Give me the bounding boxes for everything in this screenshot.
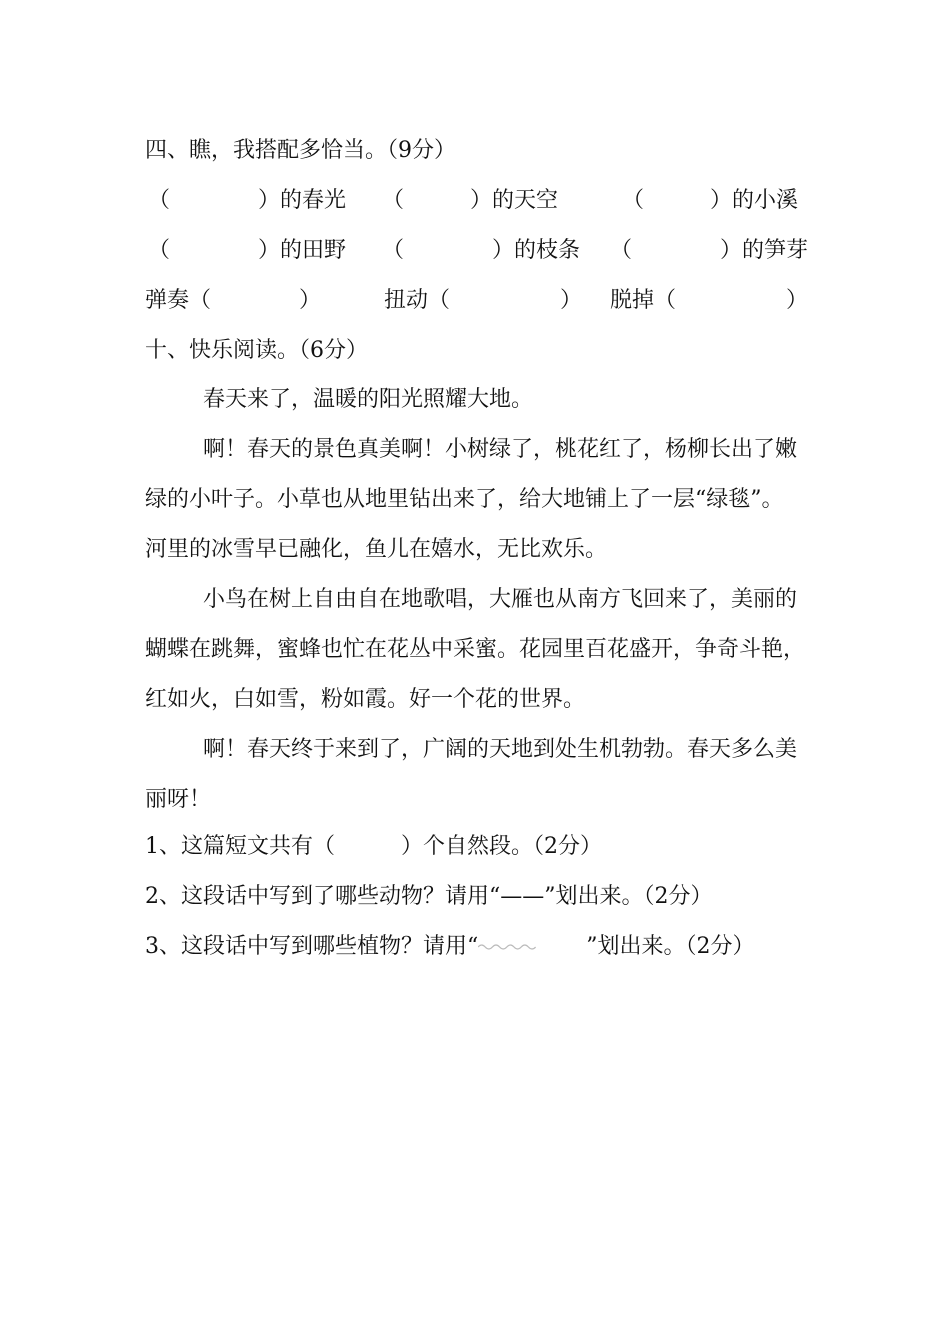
section-ten-heading: 十、快乐阅读。（6分） [145,338,368,363]
fill-item: （ ）的枝条 [382,238,581,263]
passage-paragraph-4: 啊！春天终于来到了，广阔的天地到处生机勃勃。春天多么美丽呀！ [145,737,798,812]
fill-item: 脱掉（ ） [610,288,809,313]
fill-item: （ ）的春光 [148,188,347,213]
fill-item: （ ）的天空 [382,188,559,213]
fill-item: （ ）的小溪 [622,188,799,213]
question-3-before: 3、这段话中写到哪些植物？请用“ [145,934,479,959]
wavy-underline-icon [478,943,536,951]
fill-item: （ ）的笋芽 [610,238,809,263]
passage-paragraph-3: 小鸟在树上自由自在地歌唱，大雁也从南方飞回来了，美丽的蝴蝶在跳舞，蜜蜂也忙在花丛中采蜜。花园里百花盛开，争奇斗艳，红如火，白如雪，粉如霞。好一个花的世界。 [145,587,806,712]
passage-paragraph-1: 春天来了，温暖的阳光照耀大地。 [203,387,534,412]
section-four-heading: 四、瞧，我搭配多恰当。（9分） [145,138,456,163]
fill-item: 弹奏（ ） [145,288,322,313]
question-3-after: ”划出来。（2分） [586,934,755,959]
question-2: 2、这段话中写到了哪些动物？请用“——”划出来。（2分） [145,884,713,909]
question-1: 1、这篇短文共有（ ）个自然段。（2分） [145,834,602,859]
fill-item: （ ）的田野 [148,238,347,263]
question-3 [145,922,805,972]
passage-paragraph-2: 啊！春天的景色真美啊！小树绿了，桃花红了，杨柳长出了嫩绿的小叶子。小草也从地里钻出来了，给大地铺上了一层“绿毯”。河里的冰雪早已融化，鱼儿在嬉水，无比欢乐。 [145,437,798,562]
fill-item: 扭动（ ） [384,288,583,313]
